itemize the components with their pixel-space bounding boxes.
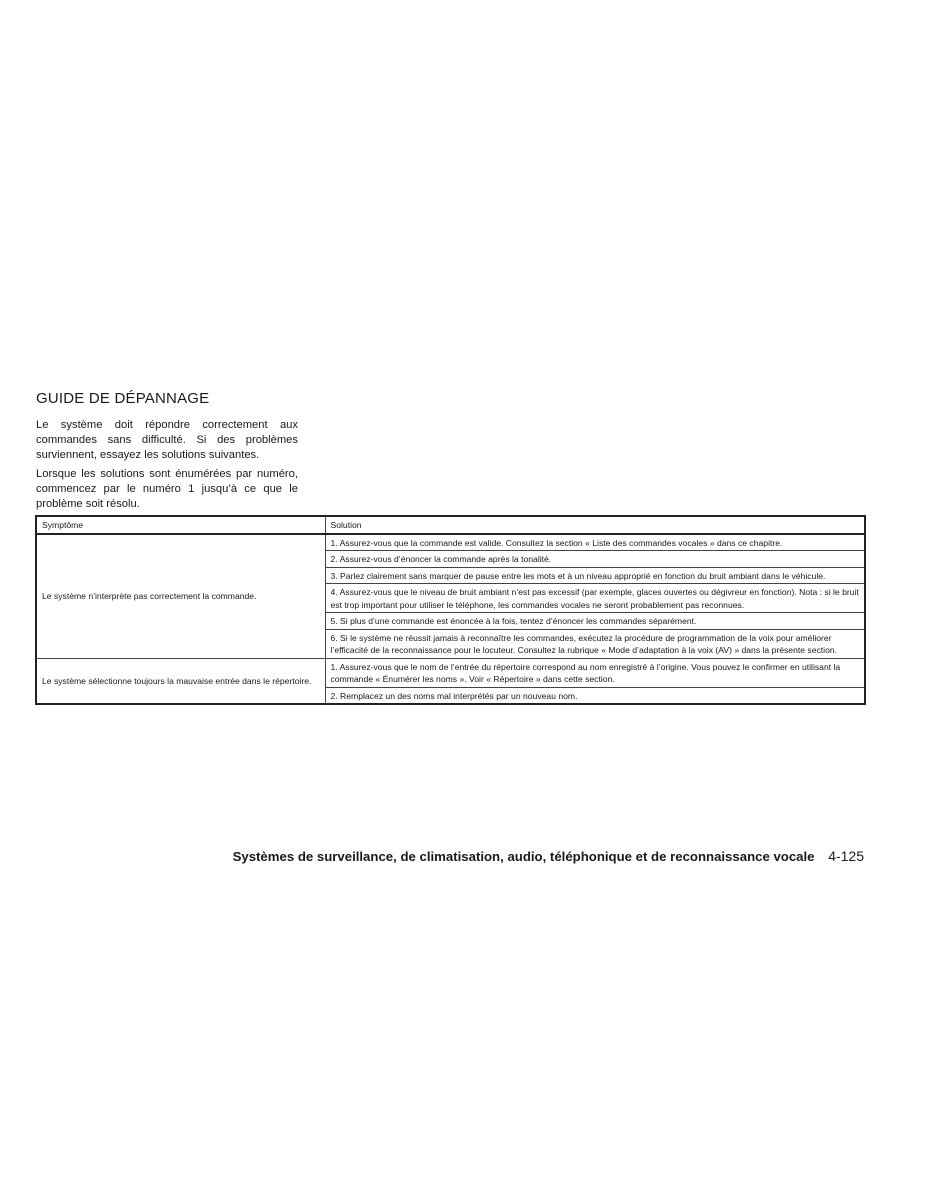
troubleshooting-table: [35, 515, 866, 705]
symptom-cell: Le système sélectionne toujours la mauvaise entrée dans le répertoire.: [36, 658, 325, 704]
table-row: [36, 534, 865, 551]
table-header-row: [36, 516, 865, 534]
symptom-cell: Le système n’interprète pas correctement la commande.: [36, 534, 325, 659]
solution-cell: 5. Si plus d’une commande est énoncée à la fois, tentez d’énoncer les commandes séparément.: [325, 613, 865, 630]
solution-cell: 2. Remplacez un des noms mal interprétés par un nouveau nom.: [325, 687, 865, 704]
solution-cell: 4. Assurez-vous que le niveau de bruit ambiant n’est pas excessif (par exemple, glaces ouvertes ou dégivreur en fonction). Nota : si le bruit est trop important pour utiliser le téléphone, les commandes vocales ne seront probablement pas reconnues.: [325, 584, 865, 613]
intro-paragraph: Le système doit répondre correctement aux commandes sans difficulté. Si des problèmes surviennent, essayez les solutions suivantes.: [36, 419, 298, 461]
solution-cell: 2. Assurez-vous d’énoncer la commande après la tonalité.: [325, 551, 865, 568]
footer-chapter-title: Systèmes de surveillance, de climatisation, audio, téléphonique et de reconnaissance vocale: [232, 849, 815, 864]
solution-cell: 1. Assurez-vous que la commande est valide. Consultez la section « Liste des commandes vocales » dans ce chapitre.: [325, 534, 865, 551]
table-row: [36, 658, 865, 687]
solution-cell: 6. Si le système ne réussit jamais à reconnaître les commandes, exécutez la procédure de programmation de la voix pour améliorer l’efficacité de la reconnaissance pour le locuteur. Consultez la rubrique « Mode d’adaptation à la voix (AV) » dans la présente section.: [325, 629, 865, 658]
page-footer: [233, 848, 864, 864]
section-title: GUIDE DE DÉPANNAGE: [36, 390, 210, 407]
solution-cell: 1. Assurez-vous que le nom de l’entrée du répertoire correspond au nom enregistré à l’origine. Vous pouvez le confirmer en utilisant la commande « Énumérer les noms ». Voir « Répertoire » dans cette section.: [325, 658, 865, 687]
solution-column-header: Solution: [325, 516, 865, 534]
page-number: 4-125: [828, 848, 864, 864]
instructions-paragraph: Lorsque les solutions sont énumérées par numéro, commencez par le numéro 1 jusqu’à ce que le problème soit résolu.: [36, 468, 298, 510]
solution-cell: 3. Parlez clairement sans marquer de pause entre les mots et à un niveau approprié en fonction du bruit ambiant dans le véhicule.: [325, 567, 865, 584]
symptom-column-header: Symptôme: [36, 516, 325, 534]
